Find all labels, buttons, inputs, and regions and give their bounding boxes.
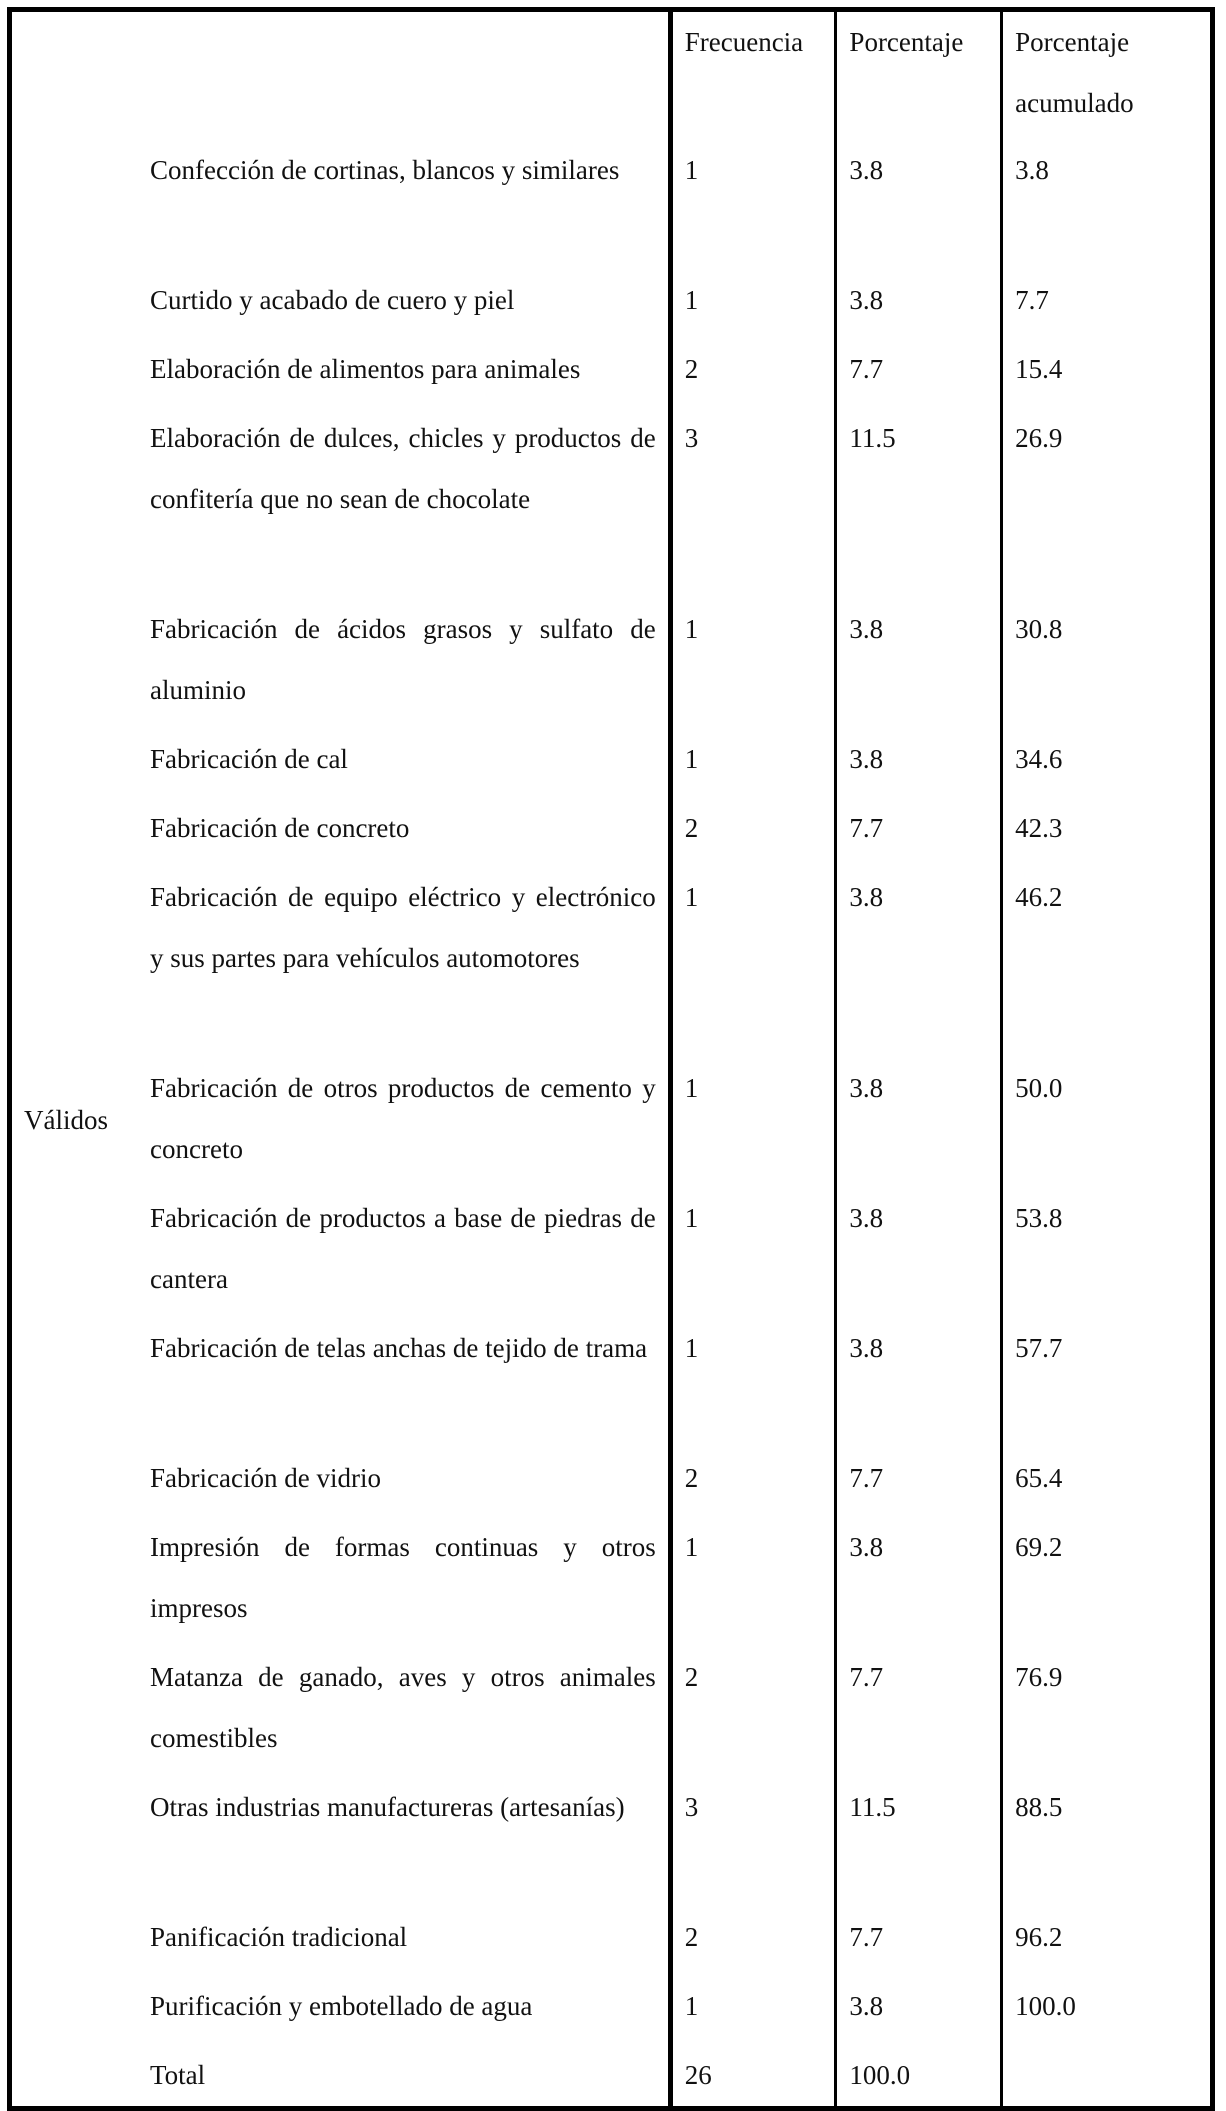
cell-porcentaje-acumulado: 57.7 — [1002, 1312, 1213, 1442]
row-label: Purificación y embotellado de agua — [150, 1991, 533, 2021]
table-row — [10, 1970, 1213, 2039]
cell-porcentaje: 3.8 — [836, 134, 1002, 264]
header-corner — [10, 10, 671, 135]
row-label: Otras industrias manufactureras (artesanías) — [150, 1792, 625, 1822]
total-row — [10, 2039, 1213, 2109]
cell-porcentaje-acumulado: 50.0 — [1002, 1052, 1213, 1182]
cell-porcentaje-acumulado: 26.9 — [1002, 402, 1213, 593]
cell-frecuencia: 3 — [670, 402, 836, 593]
row-label: Elaboración de alimentos para animales — [150, 354, 581, 384]
table-row — [10, 402, 1213, 593]
table-row — [10, 593, 1213, 723]
cell-porcentaje-acumulado: 42.3 — [1002, 792, 1213, 861]
header-porcentaje: Porcentaje — [836, 10, 1002, 135]
row-label: Elaboración de dulces, chicles y productos de confitería que no sean de chocolate — [150, 423, 656, 514]
cell-frecuencia: 1 — [670, 264, 836, 333]
category-label: Válidos — [24, 1104, 108, 1135]
table-row — [10, 1901, 1213, 1970]
cell-porcentaje: 7.7 — [836, 333, 1002, 402]
table-row — [10, 134, 1213, 264]
row-label: Fabricación de otros productos de cemento y concreto — [150, 1073, 656, 1164]
cell-porcentaje-acumulado: 46.2 — [1002, 861, 1213, 1052]
cell-frecuencia: 2 — [670, 1901, 836, 1970]
cell-porcentaje: 3.8 — [836, 264, 1002, 333]
cell-porcentaje-acumulado: 88.5 — [1002, 1771, 1213, 1901]
row-label: Confección de cortinas, blancos y similares — [150, 155, 620, 185]
cell-porcentaje-acumulado: 3.8 — [1002, 134, 1213, 264]
cell-frecuencia: 26 — [670, 2039, 836, 2109]
cell-porcentaje-acumulado: 53.8 — [1002, 1182, 1213, 1312]
cell-porcentaje-acumulado: 69.2 — [1002, 1511, 1213, 1641]
cell-frecuencia: 2 — [670, 333, 836, 402]
row-label: Curtido y acabado de cuero y piel — [150, 285, 515, 315]
cell-porcentaje: 100.0 — [836, 2039, 1002, 2109]
cell-porcentaje: 3.8 — [836, 1182, 1002, 1312]
header-porcentaje-acumulado: Porcentaje acumulado — [1002, 10, 1213, 135]
frequency-table — [7, 7, 1215, 2111]
header-row — [10, 10, 1213, 135]
row-label: Fabricación de cal — [150, 744, 348, 774]
row-label: Fabricación de concreto — [150, 813, 410, 843]
cell-porcentaje-acumulado — [1002, 2039, 1213, 2109]
row-label: Fabricación de vidrio — [150, 1463, 381, 1493]
table-row — [10, 1052, 1213, 1182]
cell-porcentaje: 11.5 — [836, 402, 1002, 593]
cell-porcentaje: 7.7 — [836, 1641, 1002, 1771]
cell-porcentaje-acumulado: 7.7 — [1002, 264, 1213, 333]
cell-porcentaje-acumulado: 96.2 — [1002, 1901, 1213, 1970]
row-label: Matanza de ganado, aves y otros animales comestibles — [150, 1662, 656, 1753]
cell-porcentaje: 7.7 — [836, 792, 1002, 861]
row-label: Total — [150, 2060, 206, 2090]
table-row — [10, 723, 1213, 792]
cell-porcentaje: 7.7 — [836, 1442, 1002, 1511]
cell-frecuencia: 1 — [670, 861, 836, 1052]
cell-porcentaje-acumulado: 76.9 — [1002, 1641, 1213, 1771]
row-label: Impresión de formas continuas y otros impresos — [150, 1532, 656, 1623]
cell-porcentaje-acumulado: 30.8 — [1002, 593, 1213, 723]
cell-frecuencia: 1 — [670, 723, 836, 792]
row-label: Fabricación de ácidos grasos y sulfato de aluminio — [150, 614, 656, 705]
table-row — [10, 1442, 1213, 1511]
table-row — [10, 1182, 1213, 1312]
cell-porcentaje: 3.8 — [836, 1312, 1002, 1442]
cell-porcentaje-acumulado: 100.0 — [1002, 1970, 1213, 2039]
cell-porcentaje: 3.8 — [836, 1052, 1002, 1182]
header-frecuencia: Frecuencia — [670, 10, 836, 135]
cell-frecuencia: 1 — [670, 593, 836, 723]
cell-frecuencia: 1 — [670, 134, 836, 264]
table-row — [10, 333, 1213, 402]
cell-frecuencia: 3 — [670, 1771, 836, 1901]
cell-porcentaje-acumulado: 34.6 — [1002, 723, 1213, 792]
row-label: Fabricación de productos a base de piedras de cantera — [150, 1203, 656, 1294]
row-label: Panificación tradicional — [150, 1922, 408, 1952]
cell-porcentaje: 11.5 — [836, 1771, 1002, 1901]
cell-porcentaje: 7.7 — [836, 1901, 1002, 1970]
cell-frecuencia: 1 — [670, 1182, 836, 1312]
cell-frecuencia: 2 — [670, 1641, 836, 1771]
cell-frecuencia: 1 — [670, 1052, 836, 1182]
cell-frecuencia: 1 — [670, 1511, 836, 1641]
table-row — [10, 1312, 1213, 1442]
table-row — [10, 1771, 1213, 1901]
cell-porcentaje: 3.8 — [836, 1511, 1002, 1641]
cell-frecuencia: 2 — [670, 1442, 836, 1511]
cell-porcentaje: 3.8 — [836, 1970, 1002, 2039]
table-row — [10, 1511, 1213, 1641]
table-row — [10, 792, 1213, 861]
table-row — [10, 264, 1213, 333]
row-label: Fabricación de equipo eléctrico y electrónico y sus partes para vehículos automotores — [150, 882, 656, 973]
cell-porcentaje-acumulado: 15.4 — [1002, 333, 1213, 402]
cell-porcentaje: 3.8 — [836, 723, 1002, 792]
cell-porcentaje-acumulado: 65.4 — [1002, 1442, 1213, 1511]
cell-frecuencia: 1 — [670, 1312, 836, 1442]
table-row — [10, 861, 1213, 1052]
cell-frecuencia: 1 — [670, 1970, 836, 2039]
cell-porcentaje: 3.8 — [836, 861, 1002, 1052]
row-label: Fabricación de telas anchas de tejido de trama — [150, 1333, 648, 1363]
cell-porcentaje: 3.8 — [836, 593, 1002, 723]
cell-frecuencia: 2 — [670, 792, 836, 861]
table-row — [10, 1641, 1213, 1771]
